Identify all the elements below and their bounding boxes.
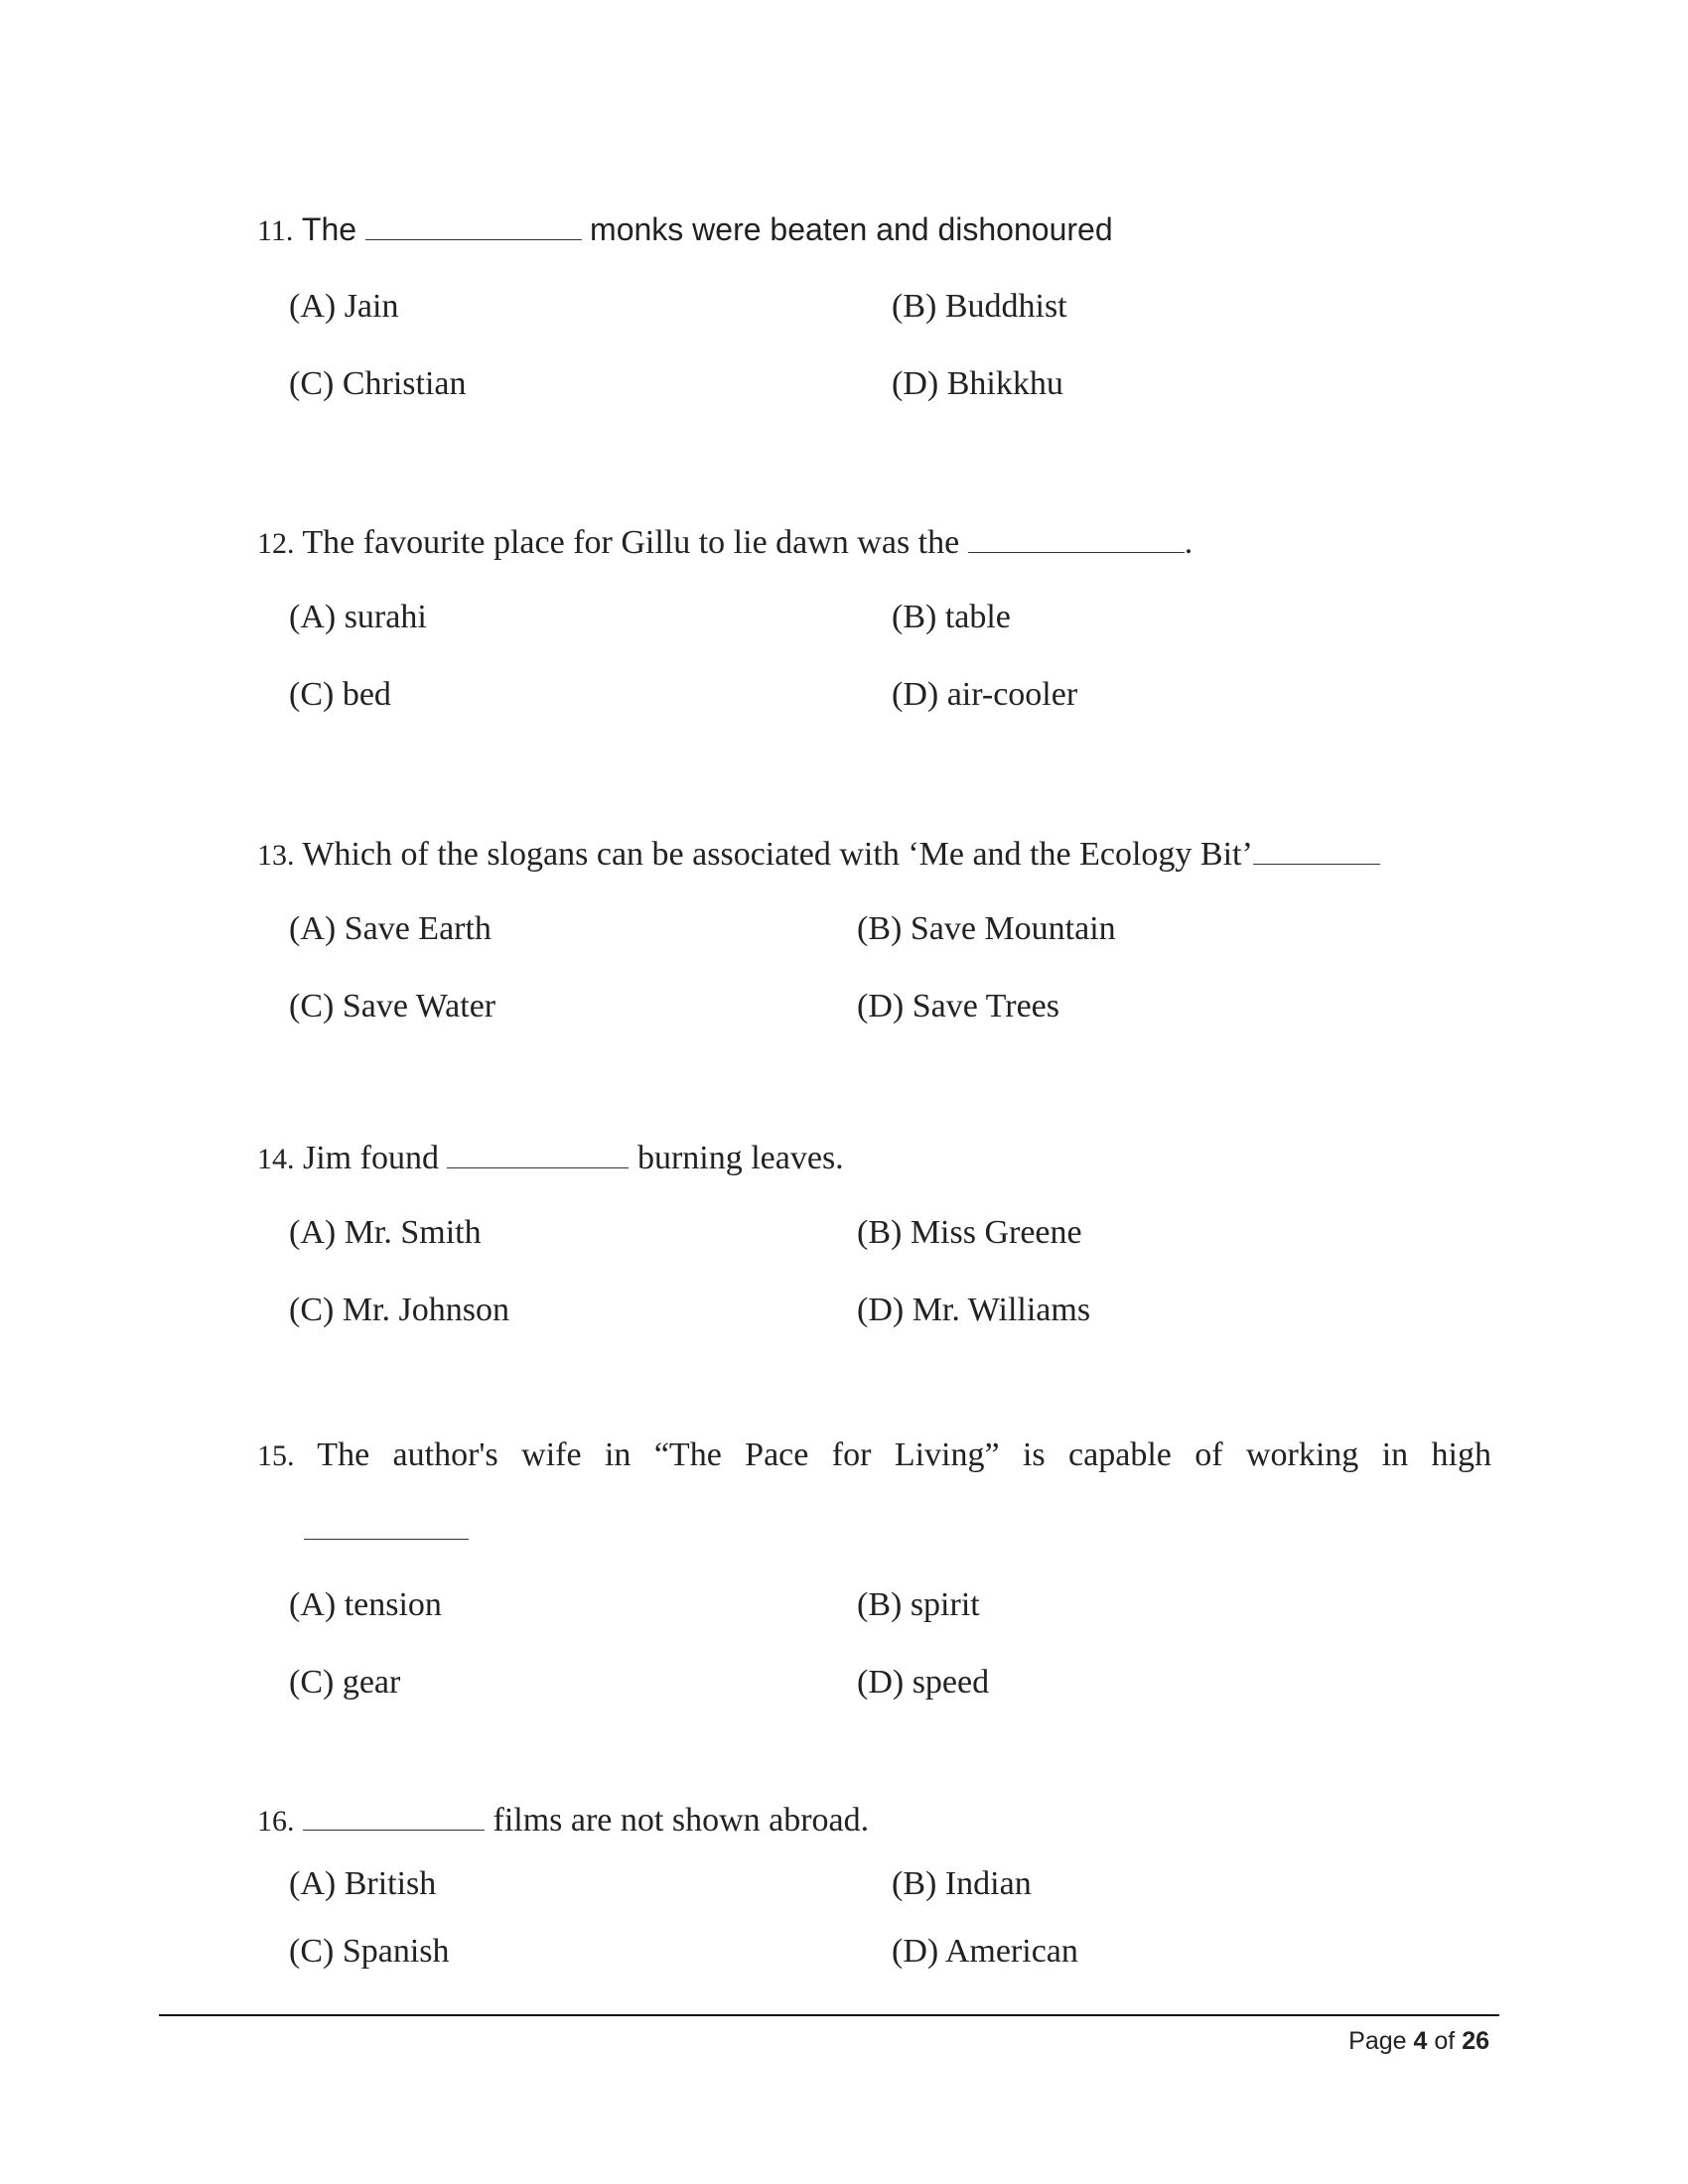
- question-12: [257, 522, 1193, 560]
- question-14: [257, 1138, 844, 1175]
- question-13: [257, 834, 1380, 872]
- question-number: 12.: [257, 527, 295, 560]
- question-15: [257, 1438, 1491, 1472]
- option-b: [857, 1588, 980, 1622]
- option-letter: (C): [289, 1292, 335, 1328]
- answer-blank: [304, 1539, 469, 1540]
- option-a: [289, 290, 398, 324]
- question-16: [257, 1800, 869, 1838]
- option-text: tension: [344, 1586, 442, 1623]
- option-letter: (B): [857, 1586, 903, 1623]
- question-text-trail: burning leaves.: [636, 1140, 844, 1176]
- page-prefix: Page: [1348, 2027, 1407, 2055]
- option-c: [289, 367, 467, 401]
- option-c: [289, 1666, 400, 1700]
- option-text: table: [944, 599, 1011, 635]
- option-letter: (B): [892, 288, 937, 325]
- option-text: Mr. Johnson: [342, 1292, 509, 1328]
- option-letter: (A): [289, 599, 337, 635]
- question-text-lead: Jim found: [303, 1140, 439, 1176]
- question-text-lead: The favourite place for Gillu to lie dawn was the: [302, 524, 960, 561]
- option-text: Indian: [944, 1865, 1032, 1902]
- option-b: [892, 601, 1011, 634]
- option-c: [289, 1935, 450, 1969]
- option-letter: (A): [289, 1586, 337, 1623]
- option-text: Buddhist: [944, 288, 1067, 325]
- question-number: 16.: [257, 1805, 295, 1838]
- option-d: [892, 678, 1077, 712]
- option-b: [892, 1867, 1032, 1901]
- option-a: [289, 912, 492, 946]
- page-current: 4: [1413, 2027, 1428, 2055]
- option-d: [892, 367, 1063, 401]
- option-letter: (B): [857, 910, 903, 947]
- option-letter: (D): [892, 676, 939, 713]
- option-a: [289, 1588, 442, 1622]
- answer-blank: [968, 522, 1185, 553]
- option-letter: (D): [857, 1292, 905, 1328]
- option-text: American: [944, 1933, 1078, 1970]
- option-text: gear: [342, 1664, 401, 1701]
- page-number: [1348, 2027, 1489, 2056]
- option-letter: (D): [857, 988, 905, 1024]
- answer-blank: [303, 1800, 485, 1831]
- page-of: of: [1434, 2027, 1456, 2055]
- question-text-trail: films are not shown abroad.: [492, 1802, 870, 1839]
- option-text: Miss Greene: [910, 1214, 1082, 1251]
- question-number: 13.: [257, 839, 295, 872]
- footer-rule: [159, 2014, 1499, 2016]
- option-a: [289, 1867, 436, 1901]
- option-a: [289, 1216, 482, 1250]
- option-letter: (A): [289, 1214, 337, 1251]
- option-letter: (B): [857, 1214, 903, 1251]
- option-d: [857, 990, 1059, 1024]
- question-number: 15.: [257, 1439, 295, 1472]
- option-letter: (C): [289, 676, 335, 713]
- option-c: [289, 990, 495, 1024]
- option-letter: (A): [289, 1865, 337, 1902]
- option-text: British: [344, 1865, 437, 1902]
- question-text-lead: Which of the slogans can be associated with ‘Me and the Ecology Bit’: [302, 836, 1253, 873]
- option-letter: (D): [892, 365, 939, 402]
- option-text: speed: [912, 1664, 990, 1701]
- option-letter: (B): [892, 599, 937, 635]
- option-b: [857, 1216, 1082, 1250]
- option-text: Mr. Williams: [912, 1292, 1091, 1328]
- option-text: air-cooler: [946, 676, 1078, 713]
- option-b: [857, 912, 1116, 946]
- option-text: spirit: [910, 1586, 980, 1623]
- option-text: bed: [342, 676, 391, 713]
- option-text: Save Mountain: [910, 910, 1116, 947]
- option-letter: (D): [857, 1664, 905, 1701]
- question-text-trail: .: [1184, 524, 1194, 561]
- option-letter: (C): [289, 988, 335, 1024]
- option-letter: (A): [289, 910, 337, 947]
- answer-blank: [1253, 834, 1380, 865]
- option-letter: (B): [892, 1865, 937, 1902]
- question-text-lead: The: [301, 211, 357, 247]
- question-number: 11.: [257, 214, 294, 247]
- option-text: Save Earth: [344, 910, 492, 947]
- question-11: [257, 209, 1113, 247]
- option-text: Mr. Smith: [344, 1214, 482, 1251]
- option-c: [289, 1294, 509, 1327]
- option-text: Jain: [344, 288, 399, 325]
- option-text: Spanish: [342, 1933, 450, 1970]
- option-d: [857, 1666, 989, 1700]
- option-letter: (C): [289, 1933, 335, 1970]
- option-c: [289, 678, 391, 712]
- option-text: Save Trees: [912, 988, 1059, 1024]
- option-d: [857, 1294, 1090, 1327]
- option-text: Christian: [342, 365, 467, 402]
- question-number: 14.: [257, 1143, 295, 1175]
- option-d: [892, 1935, 1078, 1969]
- question-text-lead: The author's wife in “The Pace for Living” is capable of working in high: [317, 1436, 1491, 1473]
- option-b: [892, 290, 1067, 324]
- answer-blank: [447, 1138, 629, 1168]
- option-text: surahi: [344, 599, 427, 635]
- answer-blank: [365, 209, 582, 240]
- option-letter: (C): [289, 365, 335, 402]
- option-letter: (D): [892, 1933, 939, 1970]
- option-letter: (A): [289, 288, 337, 325]
- page-total: 26: [1462, 2027, 1489, 2055]
- option-a: [289, 601, 427, 634]
- option-text: Bhikkhu: [946, 365, 1063, 402]
- option-text: Save Water: [342, 988, 496, 1024]
- option-letter: (C): [289, 1664, 335, 1701]
- question-text-trail: monks were beaten and dishonoured: [590, 211, 1113, 247]
